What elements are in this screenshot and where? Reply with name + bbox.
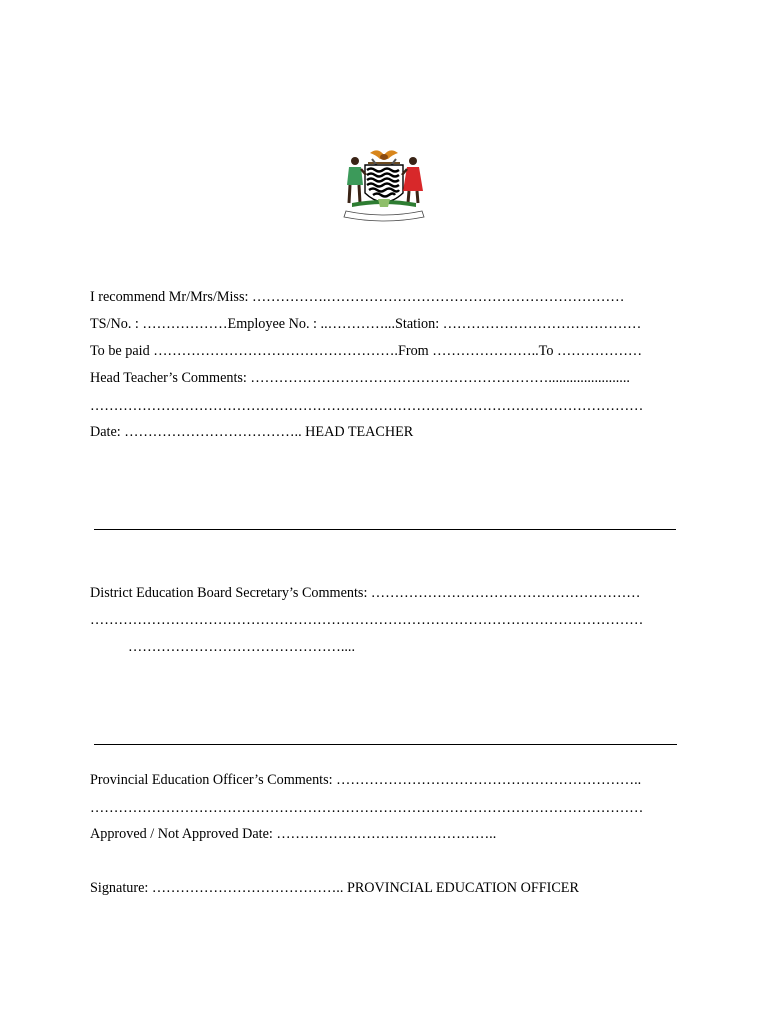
signature-line: Signature: ………………………………….. PROVINCIAL EDUCATION OFFICER: [90, 880, 579, 896]
head-teacher-comments-continuation: ………………………………………………………………………………………………………: [90, 398, 644, 414]
head-teacher-comments-line: Head Teacher’s Comments: ……………………………………………………….......................: [90, 370, 630, 386]
coat-of-arms-emblem: [338, 145, 430, 223]
ts-employee-station-line: TS/No. : ………………Employee No. : ..…………...Station: ……………………………………: [90, 316, 642, 332]
section-divider-1: [94, 529, 676, 530]
section-divider-2: [94, 744, 677, 745]
to-be-paid-line: To be paid …………………………………………….From …………………..To ………………: [90, 343, 643, 359]
debs-comments-continuation: ………………………………………………………………………………………………………: [90, 612, 644, 628]
recommend-line: I recommend Mr/Mrs/Miss: …………….………………………………………………………: [90, 289, 625, 305]
approval-date-line: Approved / Not Approved Date: ………………………………………..: [90, 826, 497, 842]
peo-comments-line: Provincial Education Officer’s Comments: ………………………………………………………..: [90, 772, 642, 788]
debs-comments-continuation-2: ………………………………………....: [128, 639, 355, 655]
peo-comments-continuation: ………………………………………………………………………………………………………: [90, 800, 644, 816]
head-teacher-date-line: Date: ……………………………….. HEAD TEACHER: [90, 424, 414, 440]
debs-comments-line: District Education Board Secretary’s Comments: …………………………………………………: [90, 585, 641, 601]
